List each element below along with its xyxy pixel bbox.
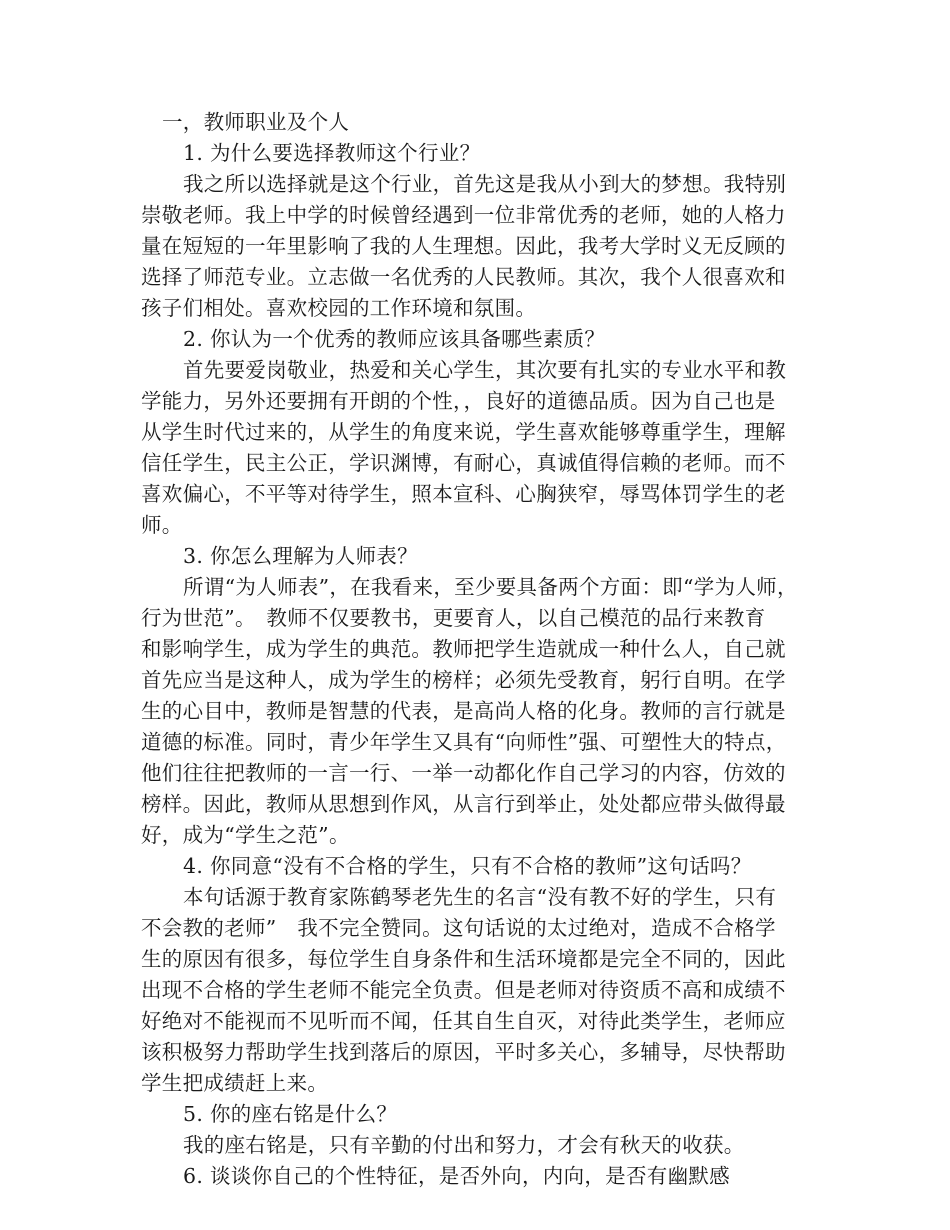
answer-line: 信任学生，民主公正，学识渊博，有耐心，真诚值得信赖的老师。而不 <box>141 451 786 475</box>
answer-line: 从学生时代过来的，从学生的角度来说，学生喜欢能够尊重学生，理解 <box>141 420 786 444</box>
answer-line: 师。 <box>141 513 183 537</box>
answer-line: 和影响学生，成为学生的典范。教师把学生造就成一种什么人，自己就 <box>141 637 786 661</box>
answer-line: 首先应当是这种人，成为学生的榜样；必须先受教育，躬行自明。在学 <box>141 668 786 692</box>
answer-line: 好绝对不能视而不见听而不闻，任其自生自灭，对待此类学生，老师应 <box>141 1009 786 1033</box>
question-4: 4. 你同意“没有不合格的学生，只有不合格的教师”这句话吗？ <box>183 854 752 878</box>
answer-line: 孩子们相处。喜欢校园的工作环境和氛围。 <box>141 296 537 320</box>
answer-line: 学能力，另外还要拥有开朗的个性，，良好的道德品质。因为自己也是 <box>141 389 776 413</box>
answer-line: 不会教的老师” 我不完全赞同。这句话说的太过绝对，造成不合格学 <box>141 916 776 940</box>
answer-line: 我之所以选择就是这个行业，首先这是我从小到大的梦想。我特别 <box>183 172 787 196</box>
answer-line: 学生把成绩赶上来。 <box>141 1071 329 1095</box>
answer-line: 选择了师范专业。立志做一名优秀的人民教师。其次，我个人很喜欢和 <box>141 265 786 289</box>
question-3: 3. 你怎么理解为人师表？ <box>183 544 418 568</box>
question-2: 2. 你认为一个优秀的教师应该具备哪些素质？ <box>183 327 606 351</box>
answer-line: 生的心目中，教师是智慧的代表，是高尚人格的化身。教师的言行就是 <box>141 699 786 723</box>
answer-line: 好，成为“学生之范”。 <box>141 823 350 847</box>
answer-line: 本句话源于教育家陈鹤琴老先生的名言“没有教不好的学生，只有 <box>183 885 777 909</box>
question-6: 6. 谈谈你自己的个性特征，是否外向，内向，是否有幽默感 <box>183 1164 730 1188</box>
document-body <box>141 107 811 1192</box>
answer-line: 所谓“为人师表”，在我看来，至少要具备两个方面：即“学为人师， <box>183 575 798 599</box>
answer-line: 他们往往把教师的一言一行、一举一动都化作自己学习的内容，仿效的 <box>141 761 786 785</box>
answer-line: 榜样。因此，教师从思想到作风，从言行到举止，处处都应带头做得最 <box>141 792 786 816</box>
question-1: 1. 为什么要选择教师这个行业？ <box>183 141 481 165</box>
answer-line: 量在短短的一年里影响了我的人生理想。因此，我考大学时义无反顾的 <box>141 234 786 258</box>
question-5: 5. 你的座右铭是什么？ <box>183 1102 398 1126</box>
answer-line: 该积极努力帮助学生找到落后的原因，平时多关心，多辅导，尽快帮助 <box>141 1040 786 1064</box>
answer-line: 我的座右铭是，只有辛勤的付出和努力，才会有秋天的收获。 <box>183 1133 745 1157</box>
answer-line: 首先要爱岗敬业，热爱和关心学生，其次要有扎实的专业水平和教 <box>183 358 787 382</box>
section-heading: 一，教师职业及个人 <box>162 110 350 134</box>
answer-line: 生的原因有很多，每位学生自身条件和生活环境都是完全不同的，因此 <box>141 947 786 971</box>
answer-line: 崇敬老师。我上中学的时候曾经遇到一位非常优秀的老师，她的人格力 <box>141 203 786 227</box>
answer-line: 出现不合格的学生老师不能完全负责。但是老师对待资质不高和成绩不 <box>141 978 786 1002</box>
answer-line: 喜欢偏心，不平等对待学生，照本宣科、心胸狭窄，辱骂体罚学生的老 <box>141 482 786 506</box>
answer-line: 行为世范”。 教师不仅要教书，更要育人，以自己模范的品行来教育 <box>141 606 766 630</box>
answer-line: 道德的标准。同时，青少年学生又具有“向师性”强、可塑性大的特点， <box>141 730 787 754</box>
